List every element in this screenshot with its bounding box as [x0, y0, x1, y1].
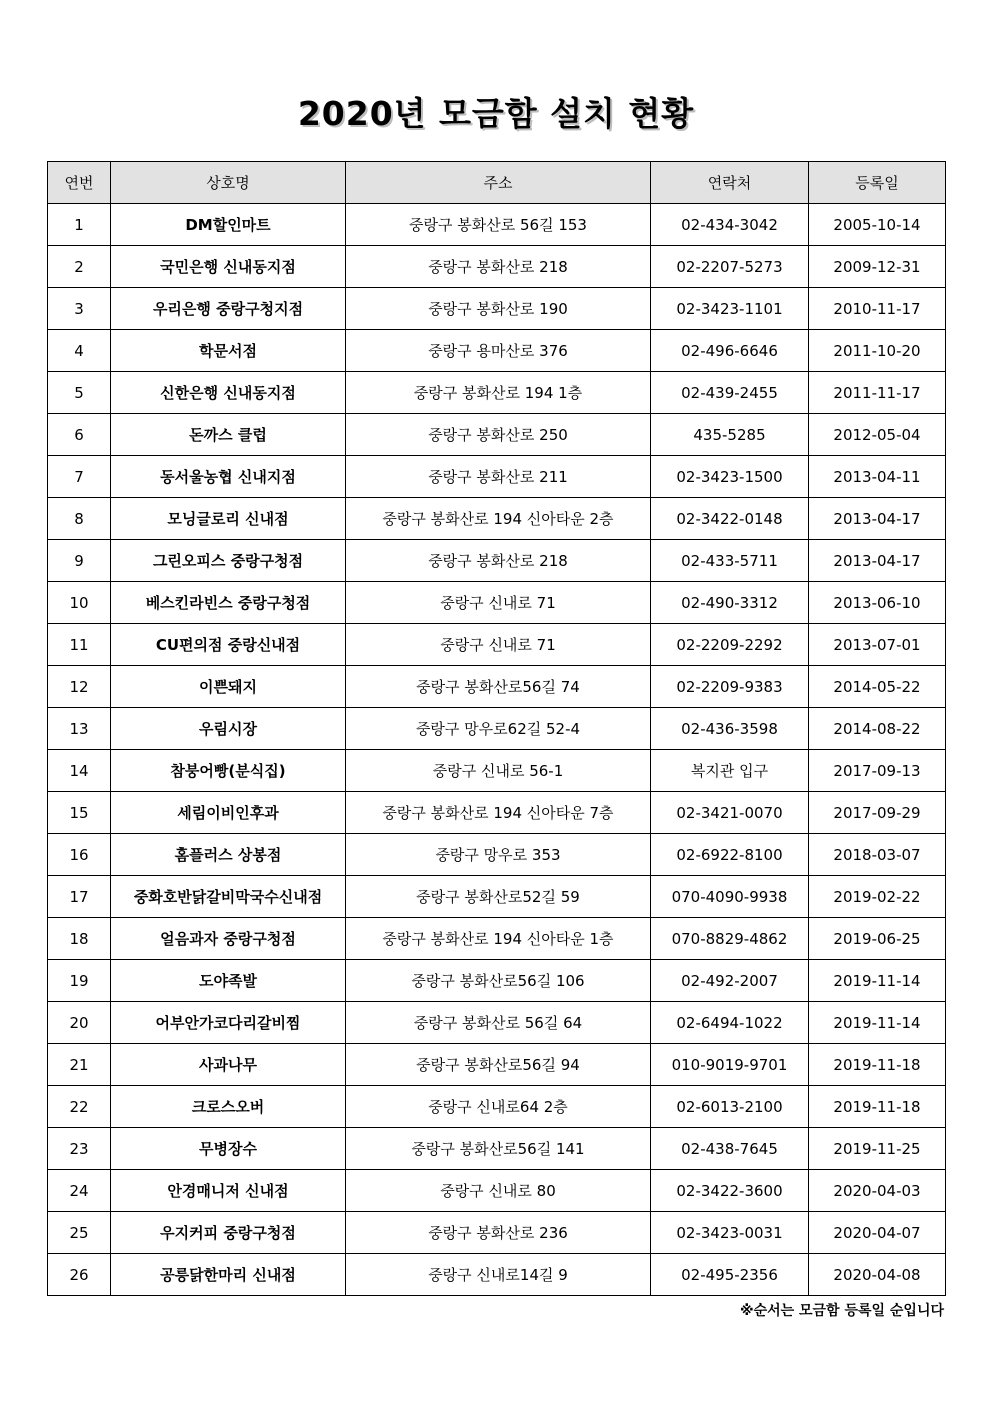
cell-address: 중랑구 봉화산로56길 74 — [346, 666, 651, 708]
cell-no: 20 — [48, 1002, 111, 1044]
cell-date: 2019-06-25 — [809, 918, 946, 960]
cell-date: 2013-06-10 — [809, 582, 946, 624]
cell-address: 중랑구 신내로 56-1 — [346, 750, 651, 792]
cell-date: 2020-04-08 — [809, 1254, 946, 1296]
column-header-no: 연번 — [48, 162, 111, 204]
cell-date: 2014-05-22 — [809, 666, 946, 708]
table-row — [48, 960, 946, 1002]
cell-phone: 010-9019-9701 — [651, 1044, 809, 1086]
cell-address: 중랑구 봉화산로 194 신아타운 2층 — [346, 498, 651, 540]
cell-store-name: 돈까스 클럽 — [111, 414, 346, 456]
cell-date: 2017-09-13 — [809, 750, 946, 792]
cell-no: 13 — [48, 708, 111, 750]
cell-store-name: 세림이비인후과 — [111, 792, 346, 834]
cell-date: 2005-10-14 — [809, 204, 946, 246]
cell-store-name: 우리은행 중랑구청지점 — [111, 288, 346, 330]
cell-date: 2017-09-29 — [809, 792, 946, 834]
cell-phone: 02-439-2455 — [651, 372, 809, 414]
cell-phone: 02-6922-8100 — [651, 834, 809, 876]
table-row — [48, 1086, 946, 1128]
donation-box-table — [47, 161, 946, 1296]
cell-address: 중랑구 봉화산로 236 — [346, 1212, 651, 1254]
cell-no: 12 — [48, 666, 111, 708]
cell-date: 2018-03-07 — [809, 834, 946, 876]
table-row — [48, 582, 946, 624]
cell-no: 25 — [48, 1212, 111, 1254]
cell-phone: 02-3422-3600 — [651, 1170, 809, 1212]
cell-store-name: 크로스오버 — [111, 1086, 346, 1128]
table-header-row — [48, 162, 946, 204]
cell-store-name: 그린오피스 중랑구청점 — [111, 540, 346, 582]
cell-store-name: 공릉닭한마리 신내점 — [111, 1254, 346, 1296]
sort-order-note: ※순서는 모금함 등록일 순입니다 — [739, 1303, 944, 1319]
cell-address: 중랑구 봉화산로56길 94 — [346, 1044, 651, 1086]
cell-store-name: 우지커피 중랑구청점 — [111, 1212, 346, 1254]
cell-no: 26 — [48, 1254, 111, 1296]
cell-address: 중랑구 봉화산로 190 — [346, 288, 651, 330]
table-row — [48, 540, 946, 582]
cell-store-name: 베스킨라빈스 중랑구청점 — [111, 582, 346, 624]
cell-phone: 02-6013-2100 — [651, 1086, 809, 1128]
cell-no: 21 — [48, 1044, 111, 1086]
cell-no: 14 — [48, 750, 111, 792]
cell-phone: 02-2209-9383 — [651, 666, 809, 708]
cell-no: 22 — [48, 1086, 111, 1128]
cell-date: 2019-02-22 — [809, 876, 946, 918]
cell-phone: 02-3423-1101 — [651, 288, 809, 330]
table-row — [48, 204, 946, 246]
cell-no: 6 — [48, 414, 111, 456]
table-row — [48, 288, 946, 330]
cell-address: 중랑구 봉화산로56길 141 — [346, 1128, 651, 1170]
cell-no: 15 — [48, 792, 111, 834]
cell-no: 7 — [48, 456, 111, 498]
cell-address: 중랑구 봉화산로 250 — [346, 414, 651, 456]
cell-no: 4 — [48, 330, 111, 372]
table-row — [48, 456, 946, 498]
cell-address: 중랑구 봉화산로 194 신아타운 7층 — [346, 792, 651, 834]
cell-date: 2019-11-25 — [809, 1128, 946, 1170]
cell-store-name: 국민은행 신내동지점 — [111, 246, 346, 288]
cell-date: 2012-05-04 — [809, 414, 946, 456]
cell-date: 2020-04-07 — [809, 1212, 946, 1254]
table-row — [48, 918, 946, 960]
cell-address: 중랑구 신내로 80 — [346, 1170, 651, 1212]
cell-address: 중랑구 신내로 71 — [346, 582, 651, 624]
table-row — [48, 498, 946, 540]
table-row — [48, 1002, 946, 1044]
cell-store-name: 우림시장 — [111, 708, 346, 750]
cell-date: 2019-11-18 — [809, 1044, 946, 1086]
cell-phone: 02-6494-1022 — [651, 1002, 809, 1044]
cell-no: 16 — [48, 834, 111, 876]
cell-store-name: 중화호반닭갈비막국수신내점 — [111, 876, 346, 918]
cell-store-name: 어부안가코다리갈비찜 — [111, 1002, 346, 1044]
cell-no: 9 — [48, 540, 111, 582]
column-header-address: 주소 — [346, 162, 651, 204]
cell-phone: 02-3421-0070 — [651, 792, 809, 834]
cell-address: 중랑구 봉화산로 194 신아타운 1층 — [346, 918, 651, 960]
cell-phone: 02-3422-0148 — [651, 498, 809, 540]
cell-store-name: 얼음과자 중랑구청점 — [111, 918, 346, 960]
cell-store-name: 동서울농협 신내지점 — [111, 456, 346, 498]
cell-phone: 02-2207-5273 — [651, 246, 809, 288]
table-row — [48, 834, 946, 876]
cell-address: 중랑구 봉화산로 56길 153 — [346, 204, 651, 246]
cell-store-name: 이쁜돼지 — [111, 666, 346, 708]
table-row — [48, 1254, 946, 1296]
cell-phone: 02-2209-2292 — [651, 624, 809, 666]
cell-date: 2020-04-03 — [809, 1170, 946, 1212]
cell-phone: 02-438-7645 — [651, 1128, 809, 1170]
cell-address: 중랑구 봉화산로 211 — [346, 456, 651, 498]
cell-store-name: 무병장수 — [111, 1128, 346, 1170]
cell-no: 11 — [48, 624, 111, 666]
cell-phone: 02-3423-1500 — [651, 456, 809, 498]
cell-store-name: 홈플러스 상봉점 — [111, 834, 346, 876]
cell-phone: 070-4090-9938 — [651, 876, 809, 918]
cell-store-name: 도야족발 — [111, 960, 346, 1002]
cell-phone: 02-490-3312 — [651, 582, 809, 624]
cell-phone: 070-8829-4862 — [651, 918, 809, 960]
cell-address: 중랑구 봉화산로 218 — [346, 540, 651, 582]
cell-address: 중랑구 봉화산로56길 106 — [346, 960, 651, 1002]
cell-no: 2 — [48, 246, 111, 288]
cell-no: 24 — [48, 1170, 111, 1212]
cell-store-name: 안경매니저 신내점 — [111, 1170, 346, 1212]
cell-no: 5 — [48, 372, 111, 414]
cell-date: 2019-11-14 — [809, 1002, 946, 1044]
cell-store-name: DM할인마트 — [111, 204, 346, 246]
table-row — [48, 1044, 946, 1086]
cell-date: 2011-10-20 — [809, 330, 946, 372]
table-row — [48, 1128, 946, 1170]
table-row — [48, 246, 946, 288]
cell-store-name: CU편의점 중랑신내점 — [111, 624, 346, 666]
table-body — [48, 204, 946, 1296]
cell-no: 17 — [48, 876, 111, 918]
cell-no: 3 — [48, 288, 111, 330]
cell-address: 중랑구 신내로 71 — [346, 624, 651, 666]
cell-date: 2013-04-17 — [809, 498, 946, 540]
table-row — [48, 330, 946, 372]
cell-phone: 435-5285 — [651, 414, 809, 456]
table-row — [48, 1212, 946, 1254]
column-header-phone: 연락처 — [651, 162, 809, 204]
cell-address: 중랑구 망우로62길 52-4 — [346, 708, 651, 750]
table-row — [48, 750, 946, 792]
cell-date: 2011-11-17 — [809, 372, 946, 414]
table-row — [48, 876, 946, 918]
cell-no: 1 — [48, 204, 111, 246]
column-header-name: 상호명 — [111, 162, 346, 204]
cell-address: 중랑구 봉화산로 56길 64 — [346, 1002, 651, 1044]
cell-no: 8 — [48, 498, 111, 540]
cell-store-name: 신한은행 신내동지점 — [111, 372, 346, 414]
cell-address: 중랑구 용마산로 376 — [346, 330, 651, 372]
cell-address: 중랑구 봉화산로 218 — [346, 246, 651, 288]
cell-address: 중랑구 봉화산로52길 59 — [346, 876, 651, 918]
cell-date: 2019-11-14 — [809, 960, 946, 1002]
cell-phone: 02-434-3042 — [651, 204, 809, 246]
cell-date: 2013-04-11 — [809, 456, 946, 498]
cell-phone: 02-496-6646 — [651, 330, 809, 372]
cell-store-name: 모닝글로리 신내점 — [111, 498, 346, 540]
cell-address: 중랑구 신내로64 2층 — [346, 1086, 651, 1128]
table-row — [48, 414, 946, 456]
cell-date: 2013-07-01 — [809, 624, 946, 666]
cell-date: 2013-04-17 — [809, 540, 946, 582]
column-header-date: 등록일 — [809, 162, 946, 204]
table-row — [48, 708, 946, 750]
cell-store-name: 학문서점 — [111, 330, 346, 372]
cell-address: 중랑구 봉화산로 194 1층 — [346, 372, 651, 414]
cell-phone: 02-492-2007 — [651, 960, 809, 1002]
page-title: 2020년 모금함 설치 현황 — [297, 94, 695, 133]
cell-date: 2009-12-31 — [809, 246, 946, 288]
table-row — [48, 666, 946, 708]
cell-store-name: 참붕어빵(분식집) — [111, 750, 346, 792]
cell-phone: 복지관 입구 — [651, 750, 809, 792]
cell-phone: 02-436-3598 — [651, 708, 809, 750]
table-row — [48, 1170, 946, 1212]
cell-date: 2019-11-18 — [809, 1086, 946, 1128]
cell-phone: 02-3423-0031 — [651, 1212, 809, 1254]
cell-date: 2014-08-22 — [809, 708, 946, 750]
cell-phone: 02-433-5711 — [651, 540, 809, 582]
cell-address: 중랑구 신내로14길 9 — [346, 1254, 651, 1296]
cell-phone: 02-495-2356 — [651, 1254, 809, 1296]
cell-no: 19 — [48, 960, 111, 1002]
cell-no: 23 — [48, 1128, 111, 1170]
cell-no: 10 — [48, 582, 111, 624]
table-row — [48, 792, 946, 834]
table-row — [48, 372, 946, 414]
cell-store-name: 사과나무 — [111, 1044, 346, 1086]
cell-address: 중랑구 망우로 353 — [346, 834, 651, 876]
table-row — [48, 624, 946, 666]
cell-no: 18 — [48, 918, 111, 960]
cell-date: 2010-11-17 — [809, 288, 946, 330]
